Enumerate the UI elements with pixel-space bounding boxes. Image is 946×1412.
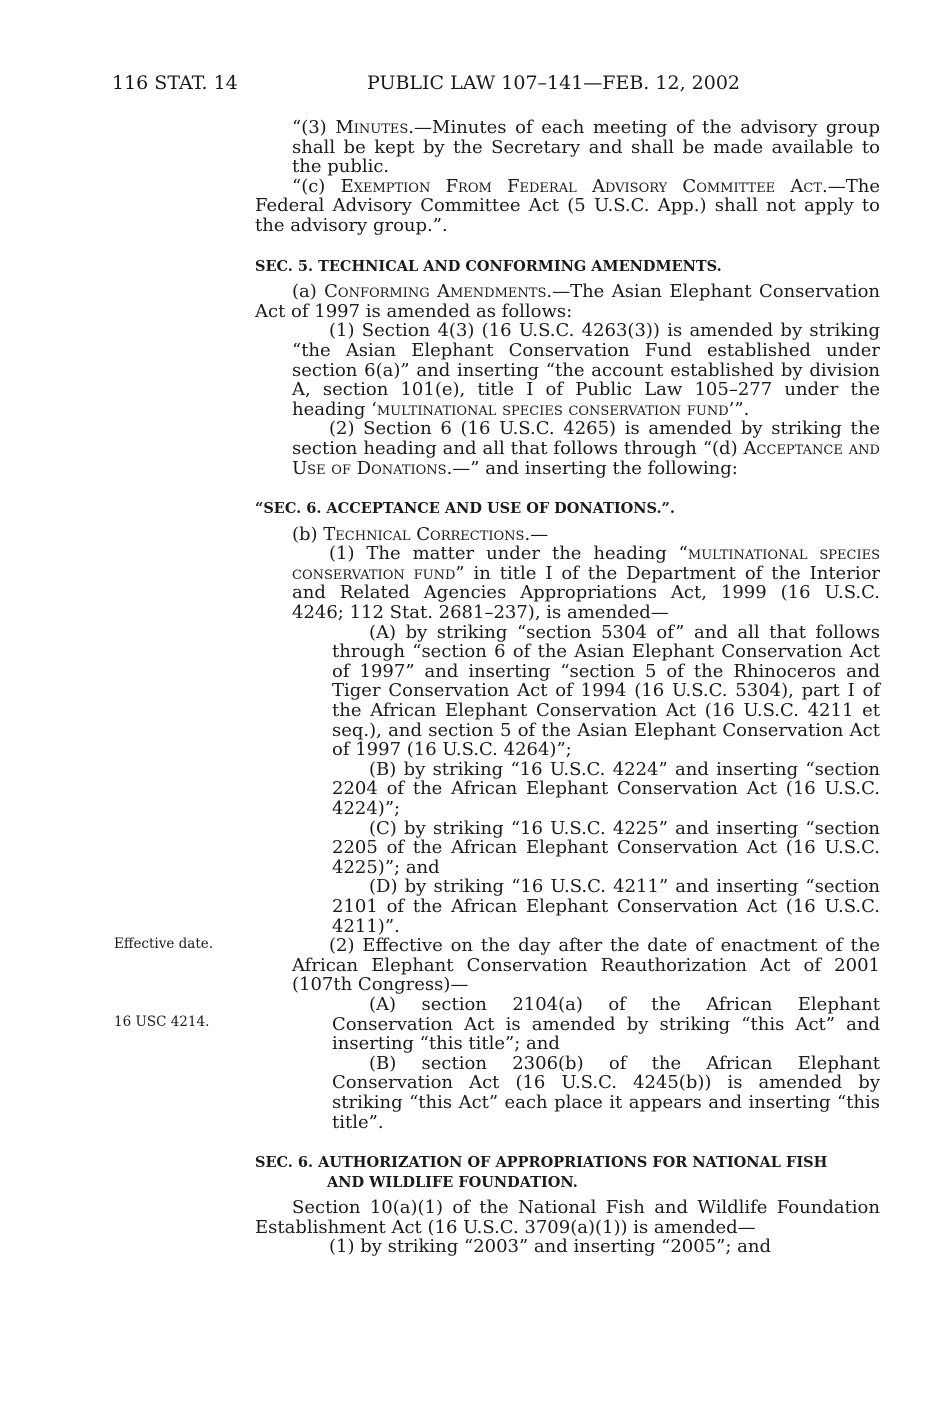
- document-body: [255, 118, 880, 1257]
- paragraph-b1a: (A) by striking “section 5304 of” and all that follows through “section 6 of the Asian Elephant Conservation Act of 1997” and inserting “section 5 of the Rhinoceros and Tiger Conservation Act of 1994 (16 U.S.C. 5304), part I of the African Elephant Conservation Act (16 U.S.C. 4211 et seq.), and section 5 of the Asian Elephant Conservation Act of 1997 (16 U.S.C. 4264)”;: [332, 621, 880, 761]
- margin-note-usc-ref: 16 USC 4214.: [114, 1014, 210, 1030]
- paragraph-b2: (2) Effective on the day after the date of enactment of the African Elephant Conservation Reauthorization Act of 2001 (107th Congress)—: [292, 935, 880, 996]
- paragraph-b1d: (D) by striking “16 U.S.C. 4211” and inserting “section 2101 of the African Elephant Conservation Act (16 U.S.C. 4211)”.: [332, 876, 880, 937]
- paragraph-exemption: “(c) Exemption From Federal Advisory Committee Act.—The Federal Advisory Committee Act (5 U.S.C. App.) shall not apply to the advisory group.”.: [255, 175, 880, 236]
- section-6-heading: [255, 1153, 880, 1192]
- paragraph-section-6-item-1: (1) by striking “2003” and inserting “2005”; and: [329, 1236, 771, 1258]
- paragraph-b1b: (B) by striking “16 U.S.C. 4224” and inserting “section 2204 of the African Elephant Conservation Act (16 U.S.C. 4224)”;: [332, 758, 880, 819]
- public-law-header: PUBLIC LAW 107–141—FEB. 12, 2002: [367, 72, 740, 94]
- section-6-heading-line-2: AND WILDLIFE FOUNDATION.: [327, 1173, 578, 1191]
- paragraph-section-6-text: Section 10(a)(1) of the National Fish and Wildlife Foundation Establishment Act (16 U.S.C. 3709(a)(1)) is amended—: [255, 1197, 880, 1238]
- paragraph-technical-corrections: (b) Technical Corrections.—: [292, 523, 549, 545]
- margin-note-effective-date: Effective date.: [114, 936, 214, 952]
- paragraph-b2a: (A) section 2104(a) of the African Elephant Conservation Act is amended by striking “this Act” and inserting “this title”; and: [332, 993, 880, 1055]
- page-stat-number: 116 STAT. 14: [112, 72, 238, 94]
- paragraph-b1c: (C) by striking “16 U.S.C. 4225” and inserting “section 2205 of the African Elephant Conservation Act (16 U.S.C. 4225)”; and: [332, 817, 880, 878]
- section-5-heading: SEC. 5. TECHNICAL AND CONFORMING AMENDMENTS.: [255, 257, 722, 275]
- paragraph-a1: (1) Section 4(3) (16 U.S.C. 4263(3)) is amended by striking “the Asian Elephant Conservation Fund established under section 6(a)” and inserting “the account established by division A, section 101(e), title I of Public Law 105–277 under the heading ‘multinational species conservation fund’”.: [292, 320, 880, 420]
- paragraph-b2b: (B) section 2306(b) of the African Elephant Conservation Act (16 U.S.C. 4245(b)) is amended by striking “this Act” each place it appears and inserting “this title”.: [332, 1052, 880, 1133]
- paragraph-minutes: “(3) Minutes.—Minutes of each meeting of the advisory group shall be kept by the Secretary and shall be made available to the public.: [292, 117, 881, 178]
- paragraph-a2: (2) Section 6 (16 U.S.C. 4265) is amended by striking the section heading and all that follows through “(d) Acceptance and Use of Donations.—” and inserting the following:: [292, 418, 880, 479]
- paragraph-b1: (1) The matter under the heading “multinational species conservation fund” in title I of the Department of the Interior and Related Agencies Appropriations Act, 1999 (16 U.S.C. 4246; 112 Stat. 2681–237), is amended—: [292, 543, 881, 624]
- paragraph-conforming-amendments: (a) Conforming Amendments.—The Asian Elephant Conservation Act of 1997 is amended as follows:: [255, 281, 880, 322]
- section-6-heading-line-1: SEC. 6. AUTHORIZATION OF APPROPRIATIONS FOR NATIONAL FISH: [255, 1154, 828, 1172]
- section-6-quoted-heading: “SEC. 6. ACCEPTANCE AND USE OF DONATIONS.”.: [255, 500, 675, 518]
